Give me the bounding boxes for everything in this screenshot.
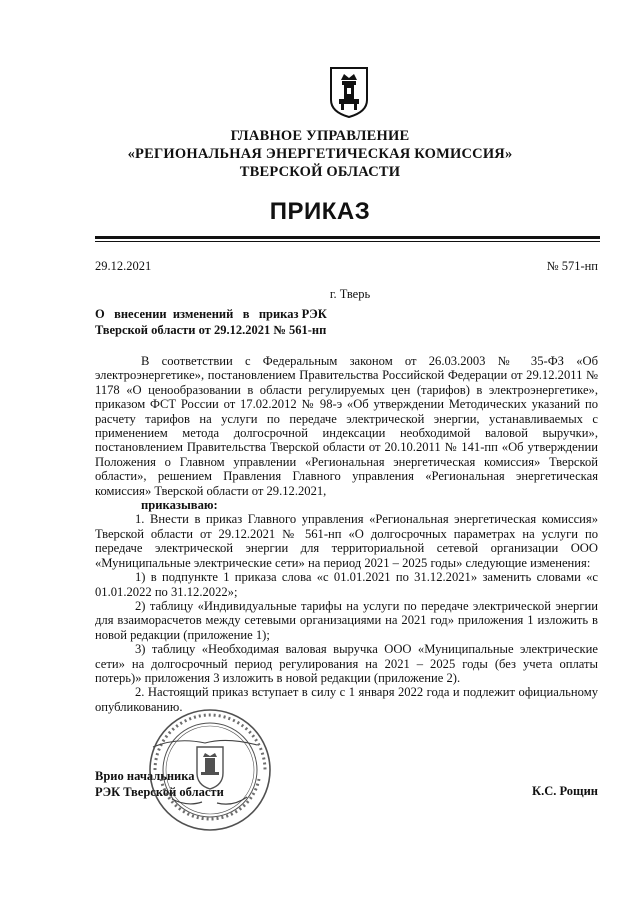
document-city: г. Тверь: [329, 287, 371, 301]
org-name-line-2: «РЕГИОНАЛЬНАЯ ЭНЕРГЕТИЧЕСКАЯ КОМИССИЯ»: [127, 146, 513, 162]
document-number: № 571-нп: [546, 259, 598, 273]
body-preamble: В соответствии с Федеральным законом от 26.03.2003 № 35-ФЗ «Об электроэнергетике», постановлением Правительства Российской Федерации от 29.12.2011 № 1178 «О ценообразовании в области регулируемых цен (тарифов) в электроэнергетике», приказом ФСТ России от 17.02.2012 № 98-э «Об утверждении Методических указаний по расчету тарифов на услуги по передаче электрической энергии, устанавливаемых с применением метода долгосрочной индексации необходимой валовой выручки», постановлением Правительства Тверской области от 20.10.2011 № 141-пп «Об утверждении Положения о Главном управлении «Региональная энергетическая комиссия» Тверской области», решением Правления Главного управления «Региональная энергетическая комиссия» Тверской области от 29.12.2021,: [95, 354, 598, 498]
body-item-2: 2. Настоящий приказ вступает в силу с 1 января 2022 года и подлежит официальному опубликованию.: [95, 685, 598, 714]
header-divider-thick: [95, 236, 600, 239]
official-seal-icon: [147, 707, 273, 833]
org-name-line-1: ГЛАВНОЕ УПРАВЛЕНИЕ: [230, 128, 410, 144]
body-subitem-3: 3) таблицу «Необходимая валовая выручка ООО «Муниципальные электрические сети» на долгосрочный период регулирования на 2021 – 2025 годы (без учета оплаты потерь)» приложения 3 изложить в новой редакции (приложение 2).: [95, 642, 598, 685]
org-name-line-3: ТВЕРСКОЙ ОБЛАСТИ: [239, 164, 401, 180]
body-subitem-1: 1) в подпункте 1 приказа слова «с 01.01.2021 по 31.12.2021» заменить словами «с 01.01.2022 по 31.12.2022»;: [95, 570, 598, 599]
document-body: [95, 354, 598, 714]
signatory-name: К.С. Рощин: [532, 784, 598, 798]
body-item-1: 1. Внести в приказ Главного управления «Региональная энергетическая комиссия» Тверской области от 29.12.2021 № 561-нп «О долгосрочных параметрах на услуги по передаче электрической энергии для территориальной сетевой организации ООО «Муниципальные электрические сети» на период 2021 – 2025 годы» следующие изменения:: [95, 512, 598, 570]
tver-coat-of-arms-icon: [329, 66, 369, 118]
document-type-title: ПРИКАЗ: [269, 198, 371, 225]
document-subject: [95, 306, 327, 338]
header-divider-thin: [95, 241, 600, 242]
subject-line-1: О внесении изменений в приказ РЭК: [95, 307, 327, 321]
subject-line-2: Тверской области от 29.12.2021 № 561-нп: [95, 323, 327, 337]
body-subitem-2: 2) таблицу «Индивидуальные тарифы на услуги по передаче электрической энергии для взаиморасчетов между сетевыми организациями на 2021 год» приложения 1 изложить в новой редакции (приложение 1);: [95, 598, 598, 642]
body-orders-word: приказываю:: [141, 498, 218, 513]
signatory-position-line-2: РЭК Тверской области: [95, 784, 224, 799]
signatory-position-line-1: Врио начальника: [95, 769, 195, 783]
document-date: 29.12.2021: [95, 259, 152, 273]
